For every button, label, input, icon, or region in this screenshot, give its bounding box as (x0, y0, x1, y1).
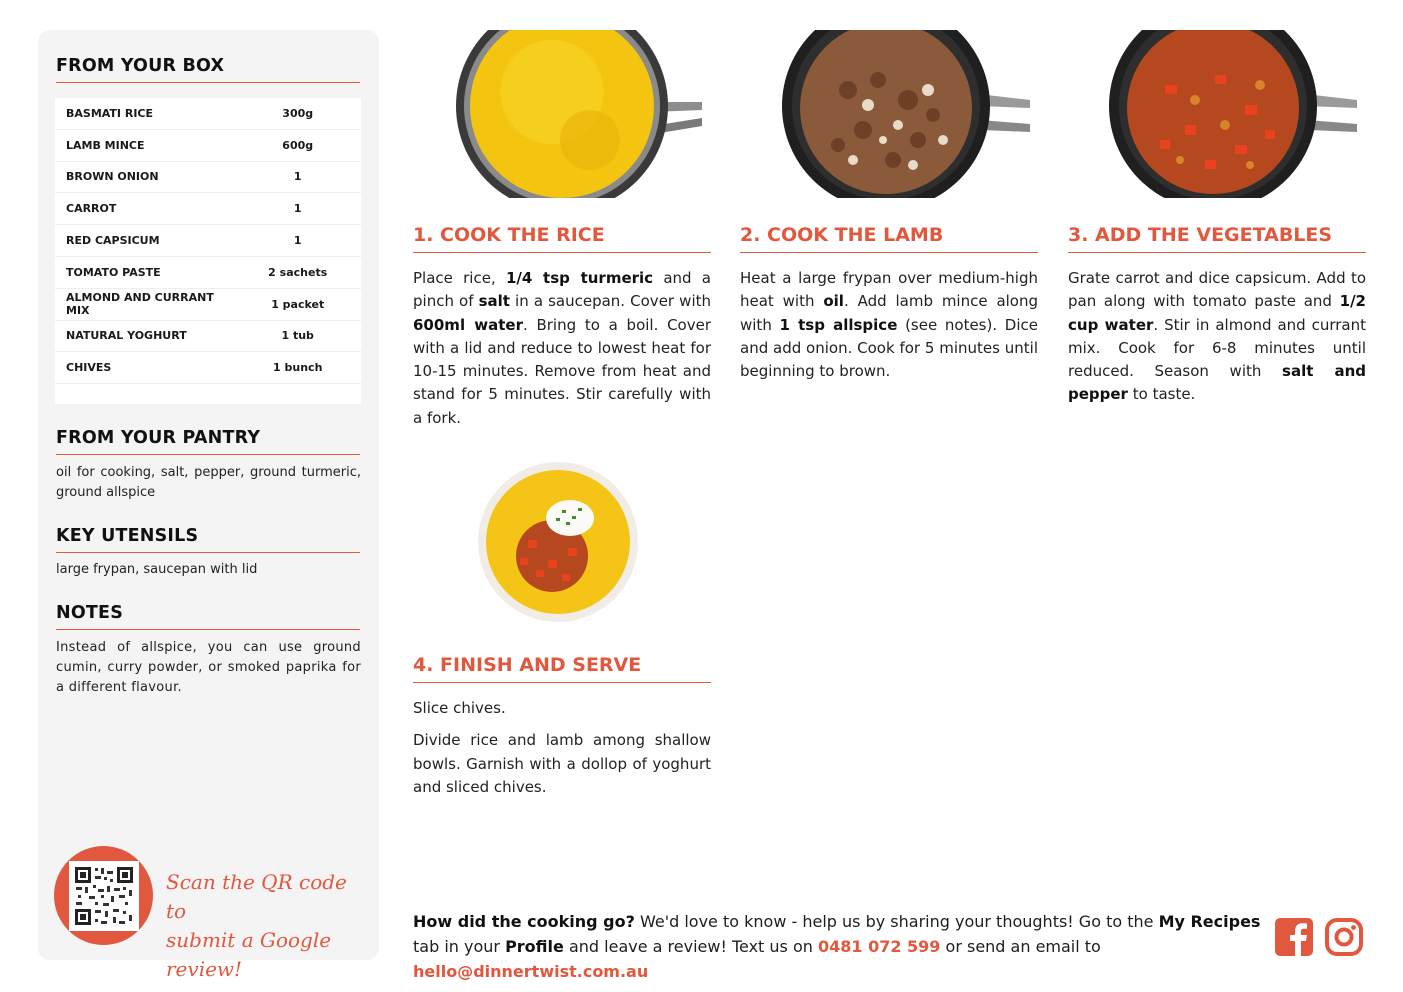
ingredient-qty: 1 tub (281, 329, 314, 343)
vegetables-pan-image (1095, 30, 1365, 198)
table-row (55, 225, 361, 257)
step-paragraph (413, 267, 711, 430)
step-2-body (740, 267, 1038, 392)
ingredient-name: BROWN ONION (66, 170, 159, 184)
sidebar (38, 30, 379, 981)
body-text: tab in your (413, 937, 506, 956)
step-paragraph (413, 729, 711, 799)
pantry-text: oil for cooking, salt, pepper, ground turmeric, ground allspice (56, 465, 361, 500)
ingredient-qty: 1 (293, 202, 302, 216)
ingredient-name: CARROT (66, 202, 117, 216)
finished-bowl-image (476, 460, 640, 624)
body-text: Heat a large frypan over medium-high heat with (740, 269, 1038, 311)
body-text: . Add lamb mince along with (740, 292, 1039, 334)
ingredient-name: TOMATO PASTE (66, 265, 161, 279)
qr-caption-line2: submit a Google review! (166, 928, 332, 981)
body-text: and leave a review! Text us on (563, 937, 818, 956)
table-row (55, 321, 361, 353)
body-text: in a saucepan. Cover with (509, 292, 711, 311)
step-paragraph (740, 267, 1038, 383)
step-4-body (413, 697, 711, 808)
qr-code-icon (73, 865, 135, 927)
facebook-icon[interactable] (1275, 918, 1313, 956)
phone-link[interactable]: 0481 072 599 (817, 937, 941, 956)
qr-caption (166, 868, 366, 984)
body-text: Slice chives. (413, 699, 506, 717)
instagram-icon[interactable] (1325, 918, 1363, 956)
emphasis-text: salt and pepper (1068, 362, 1366, 404)
emphasis-text: 1/2 cup water (1068, 292, 1366, 334)
step-3-body (1068, 267, 1366, 416)
table-row (55, 289, 361, 321)
email-link[interactable]: hello@dinnertwist.com.au (413, 962, 649, 981)
body-text: to taste. (1127, 385, 1196, 404)
emphasis-text: My Recipes (1158, 912, 1261, 931)
ingredient-qty: 1 (293, 234, 302, 248)
body-text: (see notes). Dice and add onion. Cook for 5 minutes until beginning to brown. (740, 315, 1038, 381)
step-2-title: 2. COOK THE LAMB (740, 224, 1038, 253)
emphasis-text: oil (823, 292, 844, 311)
qr-badge[interactable] (54, 846, 153, 945)
pantry-title: FROM YOUR PANTRY (56, 428, 360, 455)
rice-pot-image (440, 30, 710, 198)
body-text: or send an email to (940, 937, 1101, 956)
qr-caption-line1: Scan the QR code to (166, 870, 347, 923)
body-text: . Stir in almond and currant mix. Cook for 6-8 minutes until reduced. Season with (1068, 315, 1366, 381)
emphasis-text: How did the cooking go? (413, 912, 635, 931)
table-row (55, 352, 361, 384)
ingredient-name: ALMOND AND CURRANT MIX (66, 291, 214, 318)
emphasis-text: salt (478, 292, 510, 311)
footer-message (413, 909, 1263, 984)
emphasis-text: Profile (505, 937, 564, 956)
step-1-title: 1. COOK THE RICE (413, 224, 711, 253)
body-text: We'd love to know - help us by sharing your thoughts! Go to the (634, 912, 1159, 931)
ingredient-qty: 1 packet (271, 297, 325, 311)
box-title: FROM YOUR BOX (56, 56, 360, 83)
table-row (55, 98, 361, 130)
utensils-title: KEY UTENSILS (56, 526, 360, 553)
notes-text: Instead of allspice, you can use ground cumin, curry powder, or smoked paprika for a different flavour. (56, 640, 361, 695)
utensils-text: large frypan, saucepan with lid (56, 562, 258, 577)
ingredient-name: RED CAPSICUM (66, 234, 160, 248)
ingredient-qty: 600g (282, 138, 314, 152)
emphasis-text: 1 tsp allspice (779, 315, 898, 334)
lamb-pan-image (768, 30, 1038, 198)
body-text: Divide rice and lamb among shallow bowls. Garnish with a dollop of yoghurt and sliced chives. (413, 731, 711, 796)
emphasis-text: 1/4 tsp turmeric (505, 269, 654, 287)
qr-code[interactable] (69, 861, 139, 931)
ingredient-qty: 1 bunch (273, 361, 323, 375)
ingredient-qty: 300g (282, 106, 314, 120)
table-row (55, 257, 361, 289)
ingredient-name: BASMATI RICE (66, 106, 154, 120)
step-4-title: 4. FINISH AND SERVE (413, 654, 711, 683)
ingredient-qty: 2 sachets (268, 265, 328, 279)
table-row (55, 193, 361, 225)
step-paragraph (413, 697, 711, 720)
body-text: . Bring to a boil. Cover with a lid and reduce to lowest heat for 10-15 minutes. Remove from heat and stand for 5 minutes. Stir carefully with a fork. (413, 315, 711, 427)
body-text: and a pinch of (413, 269, 711, 311)
emphasis-text: 600ml water (413, 315, 523, 334)
step-1-body (413, 267, 711, 439)
step-3-title: 3. ADD THE VEGETABLES (1068, 224, 1366, 253)
notes-title: NOTES (56, 603, 360, 630)
ingredient-qty: 1 (293, 170, 302, 184)
ingredient-name: NATURAL YOGHURT (66, 329, 187, 343)
table-row (55, 130, 361, 162)
ingredient-name: CHIVES (66, 361, 112, 375)
table-row (55, 162, 361, 194)
body-text: Grate carrot and dice capsicum. Add to pan along with tomato paste and (1068, 269, 1366, 311)
ingredients-table (55, 98, 361, 404)
step-paragraph (1068, 267, 1366, 407)
body-text: Place rice, (413, 269, 506, 287)
ingredient-name: LAMB MINCE (66, 138, 145, 152)
